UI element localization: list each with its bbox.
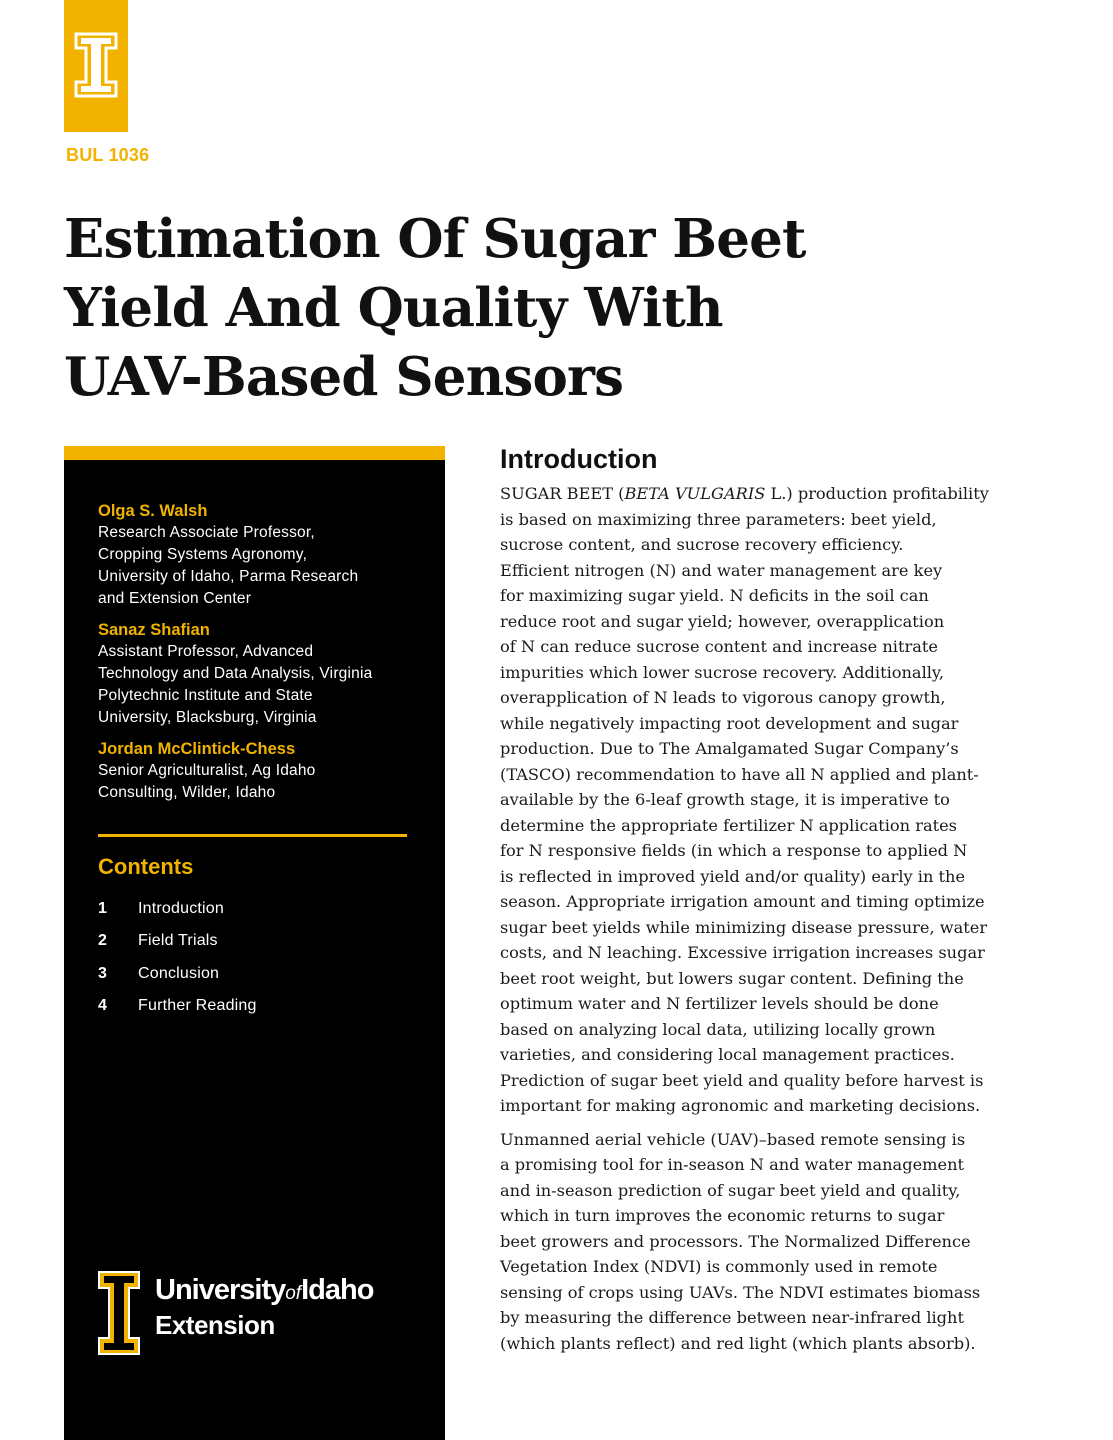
paragraph-line: (which plants reflect) and red light (which plants absorb). <box>500 1333 976 1353</box>
paragraph-line: (TASCO) recommendation to have all N applied and plant- <box>500 764 979 784</box>
section-heading-introduction: Introduction <box>500 444 658 474</box>
contents-heading: Contents <box>98 854 194 879</box>
paragraph-line <box>500 481 1000 507</box>
paragraph-line: Efficient nitrogen (N) and water management are key <box>500 560 943 580</box>
paragraph-line: is reflected in improved yield and/or quality) early in the <box>500 866 966 886</box>
paragraph-line: optimum water and N fertilizer levels should be done <box>500 994 939 1013</box>
toc-label: Field Trials <box>138 932 218 950</box>
toc-number: 3 <box>98 964 107 982</box>
toc-number: 4 <box>98 996 107 1014</box>
paragraph-line: impurities which lower sucrose recovery. Additionally, <box>500 662 945 682</box>
author-affiliation: Cropping Systems Agronomy, <box>98 546 308 563</box>
paragraph-line: season. Appropriate irrigation amount and timing optimize <box>500 892 985 911</box>
paragraph-line: for N responsive fields (in which a response to applied N <box>500 841 968 860</box>
italic-species-name: BETA VULGARIS <box>624 484 766 503</box>
paragraph-line: beet growers and processors. The Normalized Difference <box>500 1231 971 1251</box>
paragraph-line: is based on maximizing three parameters: beet yield, <box>500 509 937 529</box>
toc-item-conclusion[interactable] <box>98 965 398 997</box>
text-run: L.) production profitability <box>765 484 989 503</box>
toc-label: Further Reading <box>138 996 257 1014</box>
toc-item-field-trials[interactable] <box>98 932 398 964</box>
paragraph-line: sensing of crops using UAVs. The NDVI estimates biomass <box>500 1282 981 1302</box>
paragraph-line: beet root weight, but lowers sugar content. Defining the <box>500 968 964 988</box>
author-list <box>98 500 418 813</box>
author-affiliation: and Extension Center <box>98 590 252 607</box>
author-entry <box>98 500 418 610</box>
paragraph-line: costs, and N leaching. Excessive irrigation increases sugar <box>500 943 985 962</box>
paragraph-line: reduce root and sugar yield; however, overapplication <box>500 611 945 631</box>
logo-word-of: of <box>285 1283 302 1304</box>
logo-university-text <box>155 1274 373 1310</box>
page-title <box>64 205 864 412</box>
logo-extension-text: Extension <box>155 1310 275 1340</box>
toc-label: Introduction <box>138 900 225 917</box>
paragraph-line: by measuring the difference between near-infrared light <box>500 1308 964 1327</box>
author-name: Jordan McClintick-Chess <box>98 740 296 758</box>
table-of-contents <box>98 900 398 1029</box>
brand-tab <box>64 0 128 132</box>
paragraph-line: important for making agronomic and marketing decisions. <box>500 1096 981 1115</box>
author-affiliation: Polytechnic Institute and State <box>98 687 313 704</box>
logo-word: Idaho <box>301 1274 374 1306</box>
body-column <box>500 481 1000 1364</box>
paragraph-line: based on analyzing local data, utilizing locally grown <box>500 1019 936 1039</box>
author-affiliation: University of Idaho, Parma Research <box>98 568 359 585</box>
paragraph-line: Prediction of sugar beet yield and quality before harvest is <box>500 1070 984 1090</box>
paragraph-line: a promising tool for in-season N and water management <box>500 1155 965 1174</box>
intro-paragraph-2 <box>500 1127 1000 1357</box>
sidebar <box>64 446 445 1440</box>
paragraph-line: production. Due to The Amalgamated Sugar Company’s <box>500 739 959 758</box>
title-line: Yield And Quality With <box>64 277 723 339</box>
author-name: Olga S. Walsh <box>98 502 208 520</box>
text-run: SUGAR BEET ( <box>500 484 625 503</box>
intro-paragraph-1 <box>500 481 1000 1119</box>
paragraph-line: for maximizing sugar yield. N deficits in the soil can <box>500 586 929 605</box>
logo-wordmark <box>155 1274 373 1340</box>
author-affiliation: Technology and Data Analysis, Virginia <box>98 665 373 682</box>
sidebar-divider <box>98 834 407 837</box>
university-i-logo-icon <box>74 32 118 98</box>
paragraph-line: overapplication of N leads to vigorous canopy growth, <box>500 688 946 707</box>
university-of-idaho-extension-logo <box>97 1270 373 1356</box>
author-entry <box>98 619 418 729</box>
university-i-logo-icon <box>97 1270 141 1356</box>
author-affiliation: Consulting, Wilder, Idaho <box>98 784 276 801</box>
bulletin-number: BUL 1036 <box>66 145 150 165</box>
title-line: UAV-Based Sensors <box>64 346 624 408</box>
logo-word: University <box>155 1274 286 1306</box>
toc-number: 2 <box>98 932 107 950</box>
toc-item-further-reading[interactable] <box>98 997 398 1029</box>
paragraph-line: while negatively impacting root development and sugar <box>500 713 959 733</box>
paragraph-line: determine the appropriate fertilizer N application rates <box>500 815 957 835</box>
author-affiliation: Senior Agriculturalist, Ag Idaho <box>98 762 316 779</box>
author-affiliation: Assistant Professor, Advanced <box>98 643 314 660</box>
paragraph-line: Vegetation Index (NDVI) is commonly used in remote <box>500 1257 938 1276</box>
paragraph-line: Unmanned aerial vehicle (UAV)–based remote sensing is <box>500 1129 966 1149</box>
paragraph-line: which in turn improves the economic returns to sugar <box>500 1206 945 1225</box>
author-affiliation: Research Associate Professor, <box>98 524 315 541</box>
author-affiliation: University, Blacksburg, Virginia <box>98 709 317 726</box>
paragraph-line: of N can reduce sucrose content and increase nitrate <box>500 637 938 656</box>
paragraph-line: and in-season prediction of sugar beet yield and quality, <box>500 1180 961 1200</box>
toc-number: 1 <box>98 900 107 917</box>
author-entry <box>98 738 418 804</box>
paragraph-line: sugar beet yields while minimizing disease pressure, water <box>500 917 988 937</box>
paragraph-line: sucrose content, and sucrose recovery efficiency. <box>500 535 904 554</box>
title-line: Estimation Of Sugar Beet <box>64 208 806 270</box>
paragraph-line: varieties, and considering local management practices. <box>500 1045 955 1064</box>
toc-label: Conclusion <box>138 964 220 982</box>
toc-item-introduction[interactable] <box>98 900 398 932</box>
author-name: Sanaz Shafian <box>98 621 210 639</box>
paragraph-line: available by the 6-leaf growth stage, it is imperative to <box>500 790 950 809</box>
